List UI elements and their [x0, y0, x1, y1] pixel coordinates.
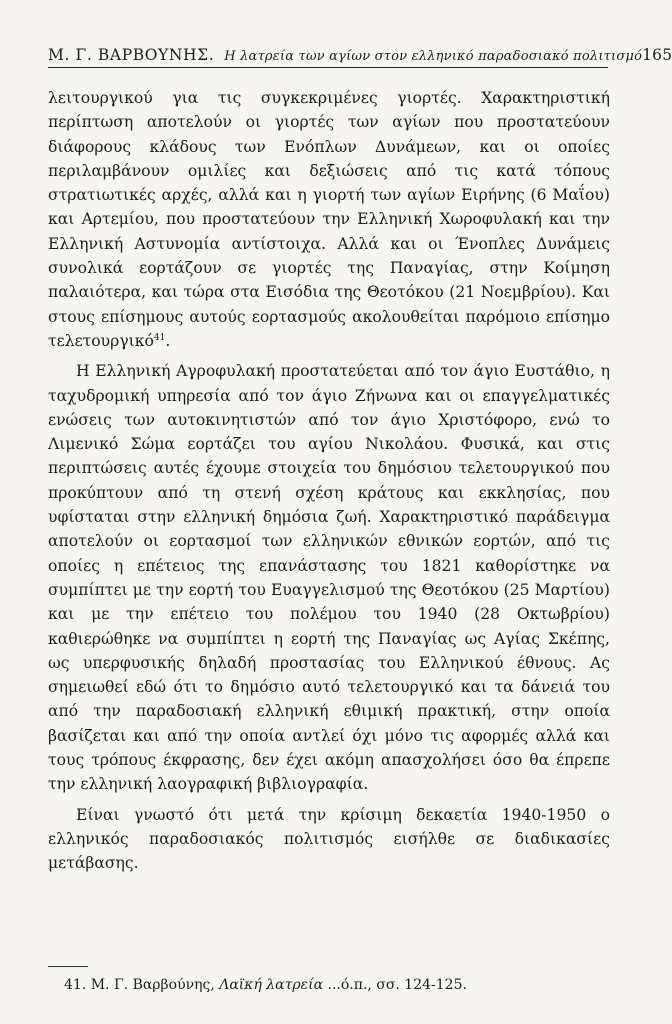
body-text: [48, 86, 610, 876]
running-head: [48, 46, 672, 68]
paragraph-3: Είναι γνωστό ότι μετά την κρίσιμη δεκαετία 1940-1950 ο ελληνικός παραδοσιακός πολιτισμός εισήλθε σε διαδικασίες μετάβασης.: [48, 805, 610, 873]
paragraph-1-text: λειτουργικού για τις συγκεκριμένες γιορτές. Χαρακτηριστική περίπτωση αποτελούν οι γιορτές των αγίων που προστατεύουν διάφορους κλάδους των Ενόπλων Δυνάμεων, και οι οποίες περιλαμβάνουν ομιλίες και δεξιώσεις από τις κατά τόπους στρατιωτικές αρχές, αλλά και η γιορτή των αγίων Ειρήνης (6 Μαΐου) και Αρτεμίου, που προστατεύουν την Ελληνική Χωροφυλακή και την Ελληνική Αστυνομία αντίστοιχα. Αλλά και οι Ένοπλες Δυνάμεις συνολικά εορτάζουν σε γιορτές της Παναγίας, στην Κοίμηση παλαιότερα, και τώρα στα Εισόδια της Θεοτόκου (21 Νοεμβρίου). Και στους επίσημους αυτούς εορτασμούς ακολουθείται παρόμοιο επίσημο τελετουργικό: [48, 89, 610, 350]
running-head-author: Μ. Γ. ΒΑΡΒΟΥΝΗΣ.: [48, 46, 215, 64]
paragraph-1-tail: .: [165, 331, 171, 350]
running-head-left: [48, 46, 642, 64]
footnote-rest: ...ό.π., σσ. 124-125.: [327, 977, 467, 993]
footnote-title: Λαϊκή λατρεία: [219, 977, 324, 993]
footnote-author: Μ. Γ. Βαρβούνης,: [90, 977, 215, 993]
footnote: [64, 976, 584, 994]
running-head-title: Η λατρεία των αγίων στον ελληνικό παραδοσιακό πολιτισμό: [224, 49, 643, 64]
paragraph-1: [48, 86, 610, 353]
page-number: 165: [642, 46, 672, 64]
paragraph-2: Η Ελληνική Αγροφυλακή προστατεύεται από τον άγιο Ευστάθιο, η ταχυδρομική υπηρεσία από τον άγιο Ζήνωνα και οι επαγγελματικές ενώσεις των αυτοκινητιστών από τον άγιο Χριστόφορο, ενώ το Λιμενικό Σώμα εορτάζει του αγίου Νικολάου. Φυσικά, και στις περιπτώσεις αυτές έχουμε στοιχεία του δημόσιου τελετουργικού που προκύπτουν από τη στενή σχέση κράτους και εκκλησίας, που υφίσταται στην ελληνική δημόσια ζωή. Χαρακτηριστικό παράδειγμα αποτελούν οι εορτασμοί των ελληνικών εθνικών εορτών, από τις οποίες η επέτειος της επανάστασης του 1821 καθορίστηκε να συμπίπτει με την εορτή του Ευαγγελισμού της Θεοτόκου (25 Μαρτίου) και με την επέτειο του πολέμου του 1940 (28 Οκτωβρίου) καθιερώθηκε να συμπίπτει η εορτή της Παναγίας ως Αγίας Σκέπης, ως υπερφυσικής δηλαδή προστασίας του Ελληνικού έθνους. Ας σημειωθεί εδώ ότι το δημόσιο αυτό τελετουργικό και τα δάνειά του από την παραδοσιακή ελληνική εθιμική πρακτική, στην οποία βασίζεται και από την οποία αντλεί όχι μόνο τις αφορμές αλλά και τους τρόπους έκφρασης, δεν έχει ακόμη απασχολήσει όσο θα έπρεπε την ελληνική λαογραφική βιβλιογραφία.: [48, 362, 610, 794]
footnote-ref: 41: [153, 332, 166, 343]
footnote-divider: [48, 966, 88, 967]
footnote-number: 41.: [64, 977, 87, 993]
